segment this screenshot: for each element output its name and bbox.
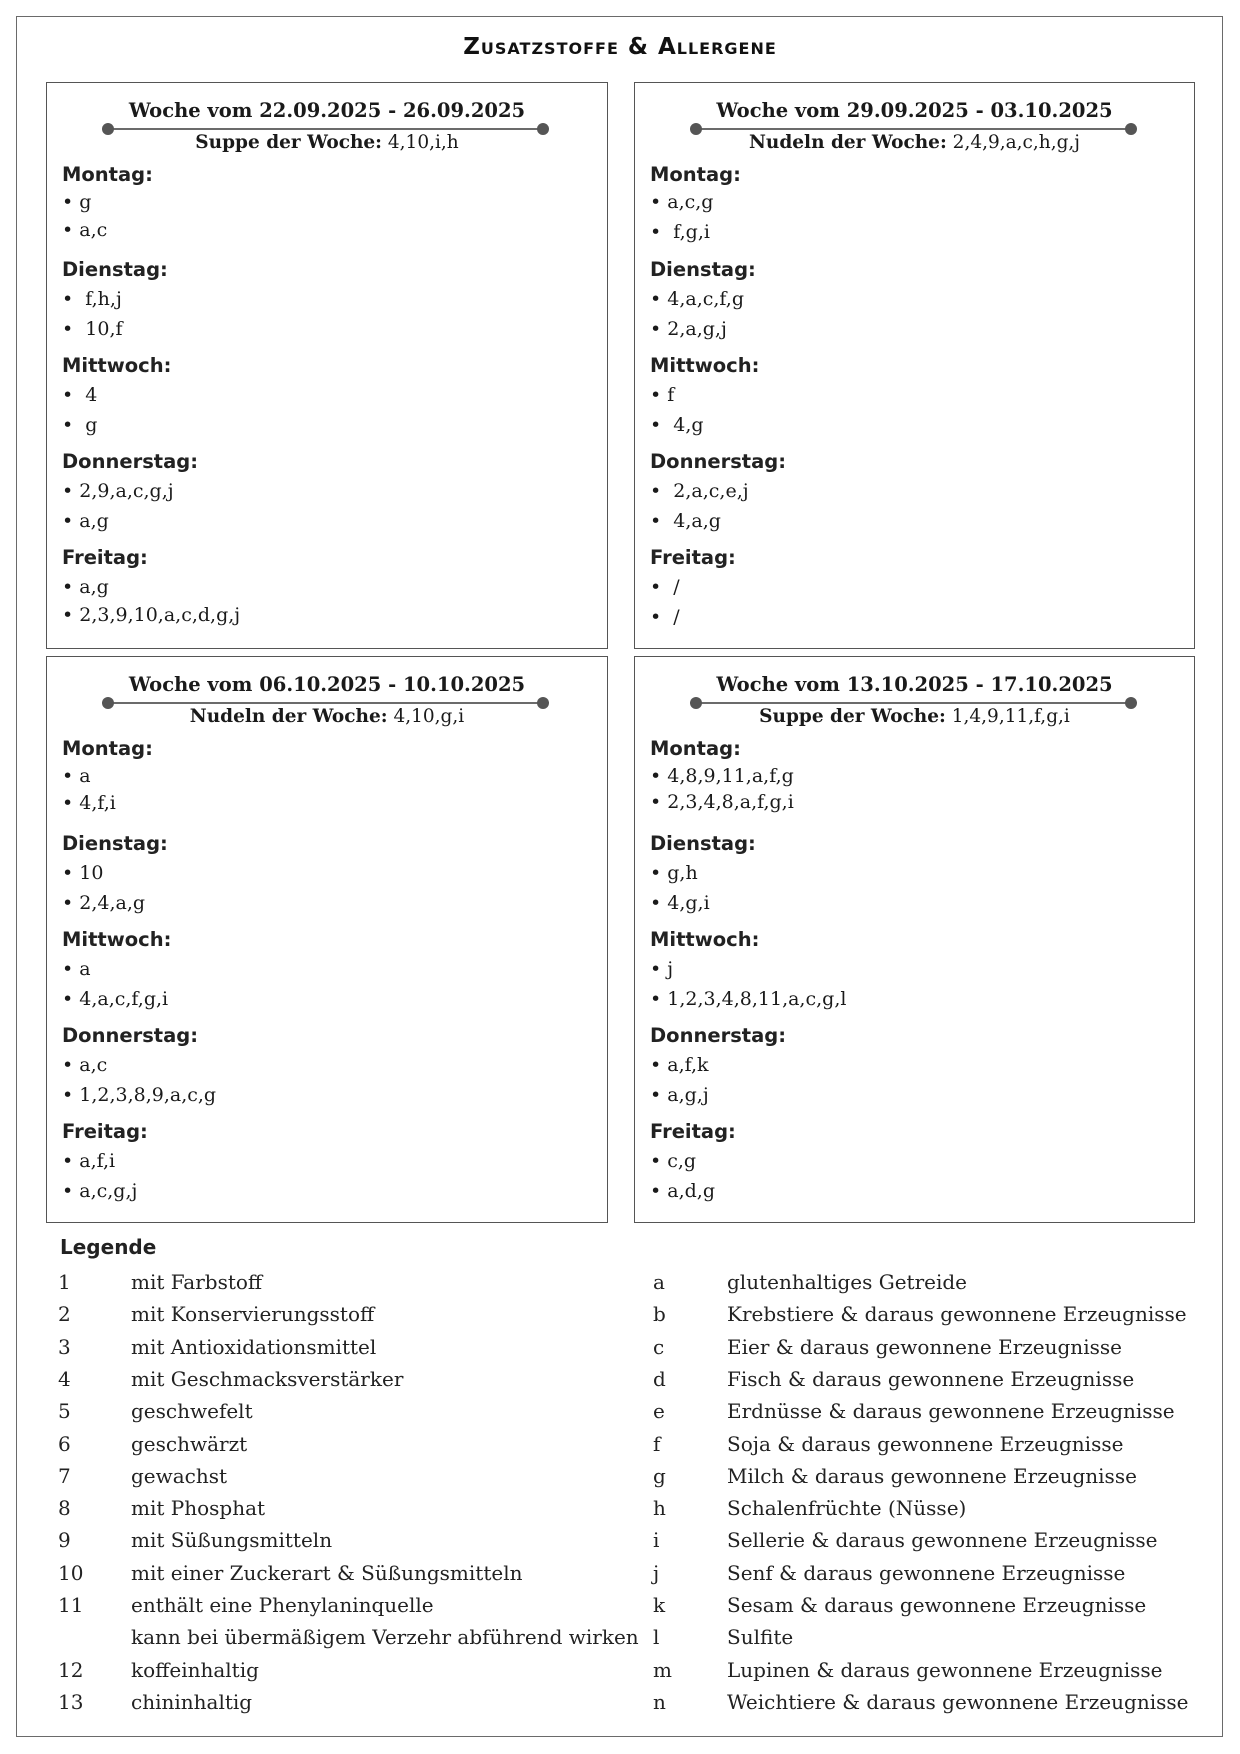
legend-code: e	[653, 1399, 665, 1424]
allergen-item: • a,d,g	[650, 1180, 715, 1202]
day-label: Mittwoch:	[650, 354, 760, 377]
legend-allergen-row	[653, 1270, 1213, 1300]
allergen-item: • 4,8,9,11,a,f,g	[650, 765, 794, 787]
allergen-item: • 4,a,g	[650, 510, 721, 532]
day-label: Donnerstag:	[650, 1024, 787, 1047]
day-label: Dienstag:	[650, 832, 756, 855]
dish-codes: 4,10,g,i	[393, 706, 465, 727]
allergen-item: • a,c,g	[650, 191, 714, 213]
legend-text: kann bei übermäßigem Verzehr abführend wirken	[131, 1625, 639, 1650]
legend-additive-row	[58, 1658, 618, 1688]
day-label: Mittwoch:	[62, 354, 172, 377]
legend-allergen-row	[653, 1432, 1213, 1462]
legend-additive-row	[58, 1367, 618, 1397]
legend-additive-row	[58, 1625, 639, 1655]
day-label: Montag:	[62, 737, 153, 760]
legend-text: mit Süßungsmitteln	[131, 1528, 333, 1553]
legend-text: Lupinen & daraus gewonnene Erzeugnisse	[727, 1657, 1163, 1682]
dish-of-week	[635, 132, 1194, 153]
allergen-item: • a,g,j	[650, 1084, 709, 1106]
day-label: Dienstag:	[650, 258, 756, 281]
day-label: Freitag:	[62, 546, 148, 569]
legend-additive-row	[58, 1464, 618, 1494]
allergen-item: • g,h	[650, 862, 698, 884]
legend-code: 3	[58, 1334, 71, 1359]
legend-code: 8	[58, 1496, 71, 1521]
day-label: Freitag:	[650, 546, 736, 569]
legend-text: enthält eine Phenylaninquelle	[131, 1593, 434, 1617]
allergen-item: • a,g	[62, 510, 109, 532]
dish-codes: 4,10,i,h	[387, 132, 459, 153]
legend-code: l	[653, 1625, 660, 1650]
legend-text: chininhaltig	[131, 1689, 253, 1714]
legend-text: mit Konservierungsstoff	[131, 1302, 375, 1327]
dish-of-week	[47, 132, 607, 153]
legend-allergen-row	[653, 1335, 1213, 1365]
day-label: Donnerstag:	[62, 1024, 199, 1047]
legend-code: c	[653, 1334, 665, 1359]
allergen-item: • 4	[62, 384, 98, 406]
legend-code: j	[653, 1560, 660, 1585]
legend-text: Sellerie & daraus gewonnene Erzeugnisse	[727, 1528, 1158, 1553]
legend-text: Fisch & daraus gewonnene Erzeugnisse	[727, 1366, 1135, 1391]
allergen-item: • 4,f,i	[62, 792, 116, 814]
allergen-item: • 1,2,3,4,8,11,a,c,g,l	[650, 988, 847, 1010]
legend-allergen-row	[653, 1561, 1213, 1591]
legend-code: a	[653, 1270, 665, 1294]
allergen-item: • g	[62, 414, 98, 436]
allergen-item: • 10,f	[62, 318, 123, 340]
legend-allergen-row	[653, 1496, 1213, 1526]
legend-text: Erdnüsse & daraus gewonnene Erzeugnisse	[727, 1399, 1175, 1424]
legend-code: 7	[58, 1463, 71, 1488]
day-label: Montag:	[650, 737, 741, 760]
dish-label: Nudeln der Woche:	[189, 706, 388, 727]
day-label: Donnerstag:	[62, 450, 199, 473]
legend-text: Weichtiere & daraus gewonnene Erzeugnisse	[727, 1689, 1189, 1714]
day-label: Donnerstag:	[650, 450, 787, 473]
legend-code: f	[653, 1431, 661, 1456]
allergen-item: • a	[62, 765, 91, 787]
legend-text: Senf & daraus gewonnene Erzeugnisse	[727, 1560, 1126, 1585]
allergen-item: • f,g,i	[650, 221, 710, 243]
dish-codes: 2,4,9,a,c,h,g,j	[952, 132, 1081, 153]
legend-code: 10	[58, 1560, 84, 1585]
legend-code: 4	[58, 1366, 71, 1391]
allergen-item: • 2,a,c,e,j	[650, 480, 749, 502]
allergen-item: • a,c	[62, 219, 108, 241]
allergen-item: • 2,a,g,j	[650, 318, 727, 340]
legend-code: b	[653, 1302, 666, 1327]
legend-code: 9	[58, 1528, 71, 1553]
legend-text: koffeinhaltig	[131, 1657, 259, 1682]
legend-heading: Legende	[60, 1235, 157, 1259]
dish-of-week	[635, 706, 1194, 727]
legend-additive-row	[58, 1270, 618, 1300]
legend-text: Krebstiere & daraus gewonnene Erzeugnisse	[727, 1302, 1187, 1327]
legend-allergen-row	[653, 1399, 1213, 1429]
allergen-item: • 4,a,c,f,g	[650, 288, 744, 310]
allergen-item: • 10	[62, 862, 104, 884]
day-label: Freitag:	[62, 1120, 148, 1143]
header-divider-line	[108, 128, 543, 130]
legend-code: 2	[58, 1302, 71, 1327]
allergen-item: • a,c,g,j	[62, 1180, 138, 1202]
allergen-item: • f,h,j	[62, 288, 122, 310]
legend-text: geschwärzt	[131, 1431, 248, 1456]
legend-additive-row	[58, 1561, 618, 1591]
allergen-item: • 1,2,3,8,9,a,c,g	[62, 1084, 217, 1106]
allergen-item: • g	[62, 191, 92, 213]
week-box	[46, 82, 608, 649]
allergen-item: • 2,3,9,10,a,c,d,g,j	[62, 604, 241, 626]
page-title: Zusatzstoffe & Allergene	[463, 34, 777, 60]
day-label: Freitag:	[650, 1120, 736, 1143]
legend-allergen-row	[653, 1302, 1213, 1332]
week-title-text: Woche vom 13.10.2025 - 17.10.2025	[716, 673, 1113, 696]
week-title-text: Woche vom 06.10.2025 - 10.10.2025	[128, 673, 526, 696]
week-box	[46, 656, 608, 1223]
week-title-text: Woche vom 29.09.2025 - 03.10.2025	[716, 99, 1113, 122]
week-box	[634, 82, 1195, 649]
legend-allergen-row	[653, 1367, 1213, 1397]
allergen-item: • 2,3,4,8,a,f,g,i	[650, 791, 794, 813]
week-title-text: Woche vom 22.09.2025 - 26.09.2025	[128, 99, 526, 122]
legend-allergen-row	[653, 1658, 1213, 1688]
day-label: Dienstag:	[62, 832, 168, 855]
legend-code: 13	[58, 1689, 84, 1714]
header-divider-line	[696, 128, 1131, 130]
legend-code: 11	[58, 1593, 84, 1617]
legend-text: mit einer Zuckerart & Süßungsmitteln	[131, 1560, 523, 1585]
legend-code: 1	[58, 1270, 71, 1294]
dish-of-week	[47, 706, 607, 727]
legend-code: h	[653, 1496, 666, 1521]
week-title	[47, 99, 607, 122]
allergen-item: • 2,4,a,g	[62, 892, 146, 914]
legend-code: g	[653, 1463, 666, 1488]
legend-code: n	[653, 1689, 666, 1714]
legend-text: Soja & daraus gewonnene Erzeugnisse	[727, 1431, 1124, 1456]
dish-label: Suppe der Woche:	[759, 706, 946, 727]
week-title	[47, 673, 607, 696]
week-title	[635, 99, 1194, 122]
allergen-item: • 4,a,c,f,g,i	[62, 988, 169, 1010]
legend-text: mit Antioxidationsmittel	[131, 1334, 377, 1359]
legend-text: geschwefelt	[131, 1399, 253, 1424]
legend-additive-row	[58, 1335, 618, 1365]
legend-additive-row	[58, 1302, 618, 1332]
legend-code: k	[653, 1593, 666, 1617]
allergen-item: • a	[62, 958, 91, 980]
allergen-item: • /	[650, 606, 680, 628]
legend-allergen-row	[653, 1593, 1213, 1623]
header-divider-line	[108, 702, 543, 704]
allergen-item: • a,c	[62, 1054, 108, 1076]
legend-code: 5	[58, 1399, 71, 1424]
legend-allergen-row	[653, 1690, 1213, 1720]
legend-additive-row	[58, 1528, 618, 1558]
dish-codes: 1,4,9,11,f,g,i	[951, 706, 1070, 727]
legend-allergen-row	[653, 1625, 1213, 1655]
allergen-item: • 4,g,i	[650, 892, 710, 914]
legend-text: mit Geschmacksverstärker	[131, 1366, 404, 1391]
allergen-item: • a,f,k	[650, 1054, 709, 1076]
legend-additive-row	[58, 1496, 618, 1526]
legend-code: m	[653, 1657, 672, 1682]
header-divider-line	[696, 702, 1131, 704]
legend-additive-row	[58, 1690, 618, 1720]
allergen-item: • 4,g	[650, 414, 704, 436]
legend-text: mit Phosphat	[131, 1496, 266, 1521]
legend-additive-row	[58, 1432, 618, 1462]
week-box	[634, 656, 1195, 1223]
legend-text: Eier & daraus gewonnene Erzeugnisse	[727, 1334, 1122, 1359]
legend-additive-row	[58, 1593, 618, 1623]
legend-allergen-row	[653, 1528, 1213, 1558]
allergen-item: • f	[650, 384, 675, 406]
legend-additive-row	[58, 1399, 618, 1429]
legend-text: Milch & daraus gewonnene Erzeugnisse	[727, 1463, 1137, 1488]
day-label: Dienstag:	[62, 258, 168, 281]
allergen-item: • 2,9,a,c,g,j	[62, 480, 174, 502]
legend-code: d	[653, 1366, 666, 1391]
allergen-item: • /	[650, 576, 680, 598]
allergen-item: • j	[650, 958, 674, 980]
allergen-item: • a,f,i	[62, 1150, 116, 1172]
day-label: Montag:	[62, 163, 153, 186]
dish-label: Suppe der Woche:	[195, 132, 383, 153]
allergen-item: • a,g	[62, 576, 109, 598]
legend-code: 6	[58, 1431, 71, 1456]
day-label: Mittwoch:	[650, 928, 760, 951]
legend-text: Sesam & daraus gewonnene Erzeugnisse	[727, 1593, 1147, 1617]
legend-code: i	[653, 1528, 660, 1553]
legend-text: Sulfite	[727, 1625, 794, 1650]
day-label: Mittwoch:	[62, 928, 172, 951]
legend-text: Schalenfrüchte (Nüsse)	[727, 1496, 967, 1521]
week-title	[635, 673, 1194, 696]
dish-label: Nudeln der Woche:	[748, 132, 947, 153]
day-label: Montag:	[650, 163, 741, 186]
legend-text: gewachst	[131, 1463, 228, 1488]
legend-code: 12	[58, 1657, 84, 1682]
legend-allergen-row	[653, 1464, 1213, 1494]
legend-text: glutenhaltiges Getreide	[727, 1270, 968, 1294]
allergen-item: • c,g	[650, 1150, 697, 1172]
legend-text: mit Farbstoff	[131, 1270, 263, 1294]
